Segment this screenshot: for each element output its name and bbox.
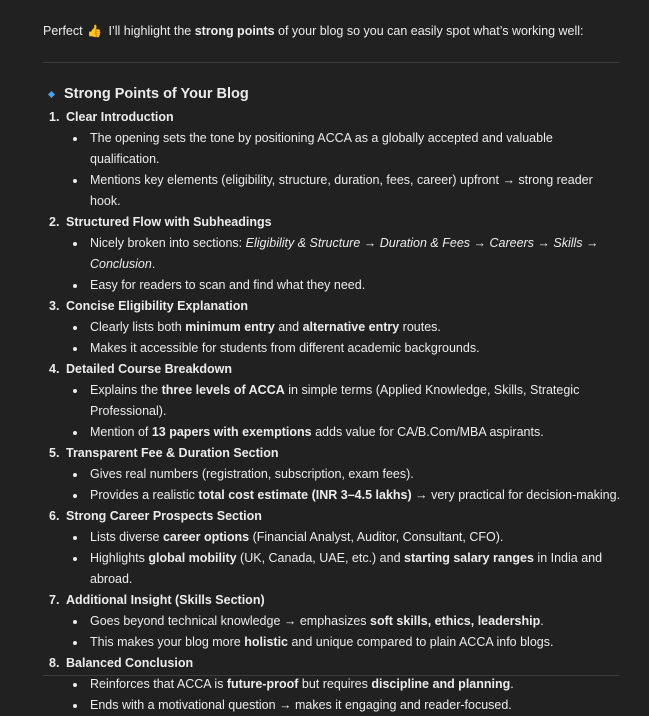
intro-text-end: of your blog so you can easily spot what’s working well: <box>274 24 584 38</box>
bullet <box>66 548 623 590</box>
sub-list <box>66 380 623 443</box>
item-title: Balanced Conclusion <box>66 656 194 670</box>
bullet-text: Highlights <box>90 551 149 565</box>
sub-list <box>66 128 623 212</box>
bullet-text: → very practical for decision-making. <box>411 488 621 502</box>
bullet-strong: future-proof <box>226 677 299 691</box>
bullet-text: Mention of <box>90 425 152 439</box>
bullet-text: and <box>274 320 303 334</box>
item-number: 8. <box>49 656 60 670</box>
bullet-strong: total cost estimate (INR 3–4.5 lakhs) <box>198 488 412 502</box>
bullet <box>66 485 623 506</box>
bullet-text: Explains the <box>90 383 162 397</box>
item-number: 5. <box>49 446 60 460</box>
item-title: Concise Eligibility Explanation <box>66 299 248 313</box>
bullet <box>66 317 623 338</box>
list-item-1 <box>43 107 623 212</box>
intro-strong: strong points <box>194 24 275 38</box>
sub-list <box>66 233 623 296</box>
item-title: Strong Career Prospects Section <box>66 509 262 523</box>
list-item-4 <box>43 359 623 443</box>
bullet-strong: 13 papers with exemptions <box>151 425 312 439</box>
bullet-italic: Eligibility & Structure → Duration & Fees → Careers → Skills → Conclusion <box>90 236 599 271</box>
bullet <box>66 233 623 275</box>
sub-list <box>66 317 623 359</box>
bullet-strong: soft skills, ethics, leadership <box>370 614 541 628</box>
bullet: The opening sets the tone by positioning ACCA as a globally accepted and valuable qualification. <box>66 128 623 170</box>
divider-bottom <box>43 675 619 676</box>
bullet <box>66 422 623 443</box>
list-item-8 <box>43 653 623 716</box>
bullet-text: . <box>540 614 544 628</box>
bullet: Makes it accessible for students from different academic backgrounds. <box>66 338 623 359</box>
sub-list <box>66 611 623 653</box>
bullet-text: in simple terms (Applied Knowledge, Skills, Strategic Professional). <box>90 383 580 418</box>
bullet-strong: three levels of ACCA <box>161 383 285 397</box>
bullet: Gives real numbers (registration, subscription, exam fees). <box>66 464 623 485</box>
bullet <box>66 380 623 422</box>
bullet <box>66 611 623 632</box>
bullet-text: . <box>510 677 514 691</box>
item-title: Transparent Fee & Duration Section <box>66 446 279 460</box>
intro-lead: Perfect <box>43 24 83 38</box>
bullet-text: Lists diverse <box>90 530 163 544</box>
bullet-text: adds value for CA/B.Com/MBA aspirants. <box>311 425 544 439</box>
bullet-text: Reinforces that ACCA is <box>90 677 227 691</box>
thumbs-up-icon: 👍 <box>87 24 103 38</box>
blue-diamond-icon <box>48 90 55 97</box>
assistant-message <box>43 21 623 716</box>
intro-paragraph <box>43 21 623 42</box>
bullet: Ends with a motivational question → makes it engaging and reader-focused. <box>66 695 623 716</box>
item-title: Detailed Course Breakdown <box>66 362 233 376</box>
bullet: Mentions key elements (eligibility, structure, duration, fees, career) upfront → strong reader hook. <box>66 170 623 212</box>
bullet <box>66 527 623 548</box>
bullet-text: but requires <box>298 677 372 691</box>
bullet-text: routes. <box>399 320 441 334</box>
bullet-text: Goes beyond technical knowledge → emphasizes <box>90 614 371 628</box>
bullet-text: in India and abroad. <box>90 551 603 586</box>
intro-text: I’ll highlight the <box>108 24 195 38</box>
bullet-text: Clearly lists both <box>90 320 186 334</box>
list-item-6 <box>43 506 623 590</box>
item-number: 4. <box>49 362 60 376</box>
bullet-text: Nicely broken into sections: <box>90 236 246 250</box>
bullet-text: . <box>151 257 156 271</box>
item-title: Structured Flow with Subheadings <box>66 215 272 229</box>
list-item-7 <box>43 590 623 653</box>
sub-list <box>66 527 623 590</box>
bullet-strong: alternative entry <box>302 320 400 334</box>
strong-points-list <box>43 107 623 716</box>
bullet-text: Provides a realistic <box>90 488 199 502</box>
bullet-text: and unique compared to plain ACCA info blogs. <box>288 635 554 649</box>
bullet-text: This makes your blog more <box>90 635 245 649</box>
bullet: Easy for readers to scan and find what they need. <box>66 275 623 296</box>
bullet-strong: global mobility <box>148 551 237 565</box>
item-number: 1. <box>49 110 60 124</box>
divider <box>43 62 619 63</box>
bullet-strong: career options <box>162 530 250 544</box>
item-number: 6. <box>49 509 60 523</box>
bullet-text: (Financial Analyst, Auditor, Consultant, CFO). <box>249 530 504 544</box>
list-item-3 <box>43 296 623 359</box>
sub-list <box>66 464 623 506</box>
item-number: 7. <box>49 593 60 607</box>
section-heading-text: Strong Points of Your Blog <box>64 86 249 102</box>
bullet <box>66 632 623 653</box>
bullet <box>66 674 623 695</box>
item-title: Clear Introduction <box>66 110 174 124</box>
bullet-text: (UK, Canada, UAE, etc.) and <box>236 551 405 565</box>
bullet-strong: minimum entry <box>185 320 275 334</box>
item-number: 2. <box>49 215 60 229</box>
bullet-strong: holistic <box>244 635 288 649</box>
list-item-2 <box>43 212 623 296</box>
item-title: Additional Insight (Skills Section) <box>66 593 265 607</box>
bullet-strong: starting salary ranges <box>404 551 534 565</box>
section-heading <box>43 83 623 105</box>
list-item-5 <box>43 443 623 506</box>
bullet-strong: discipline and planning <box>371 677 511 691</box>
item-number: 3. <box>49 299 60 313</box>
sub-list <box>66 674 623 716</box>
